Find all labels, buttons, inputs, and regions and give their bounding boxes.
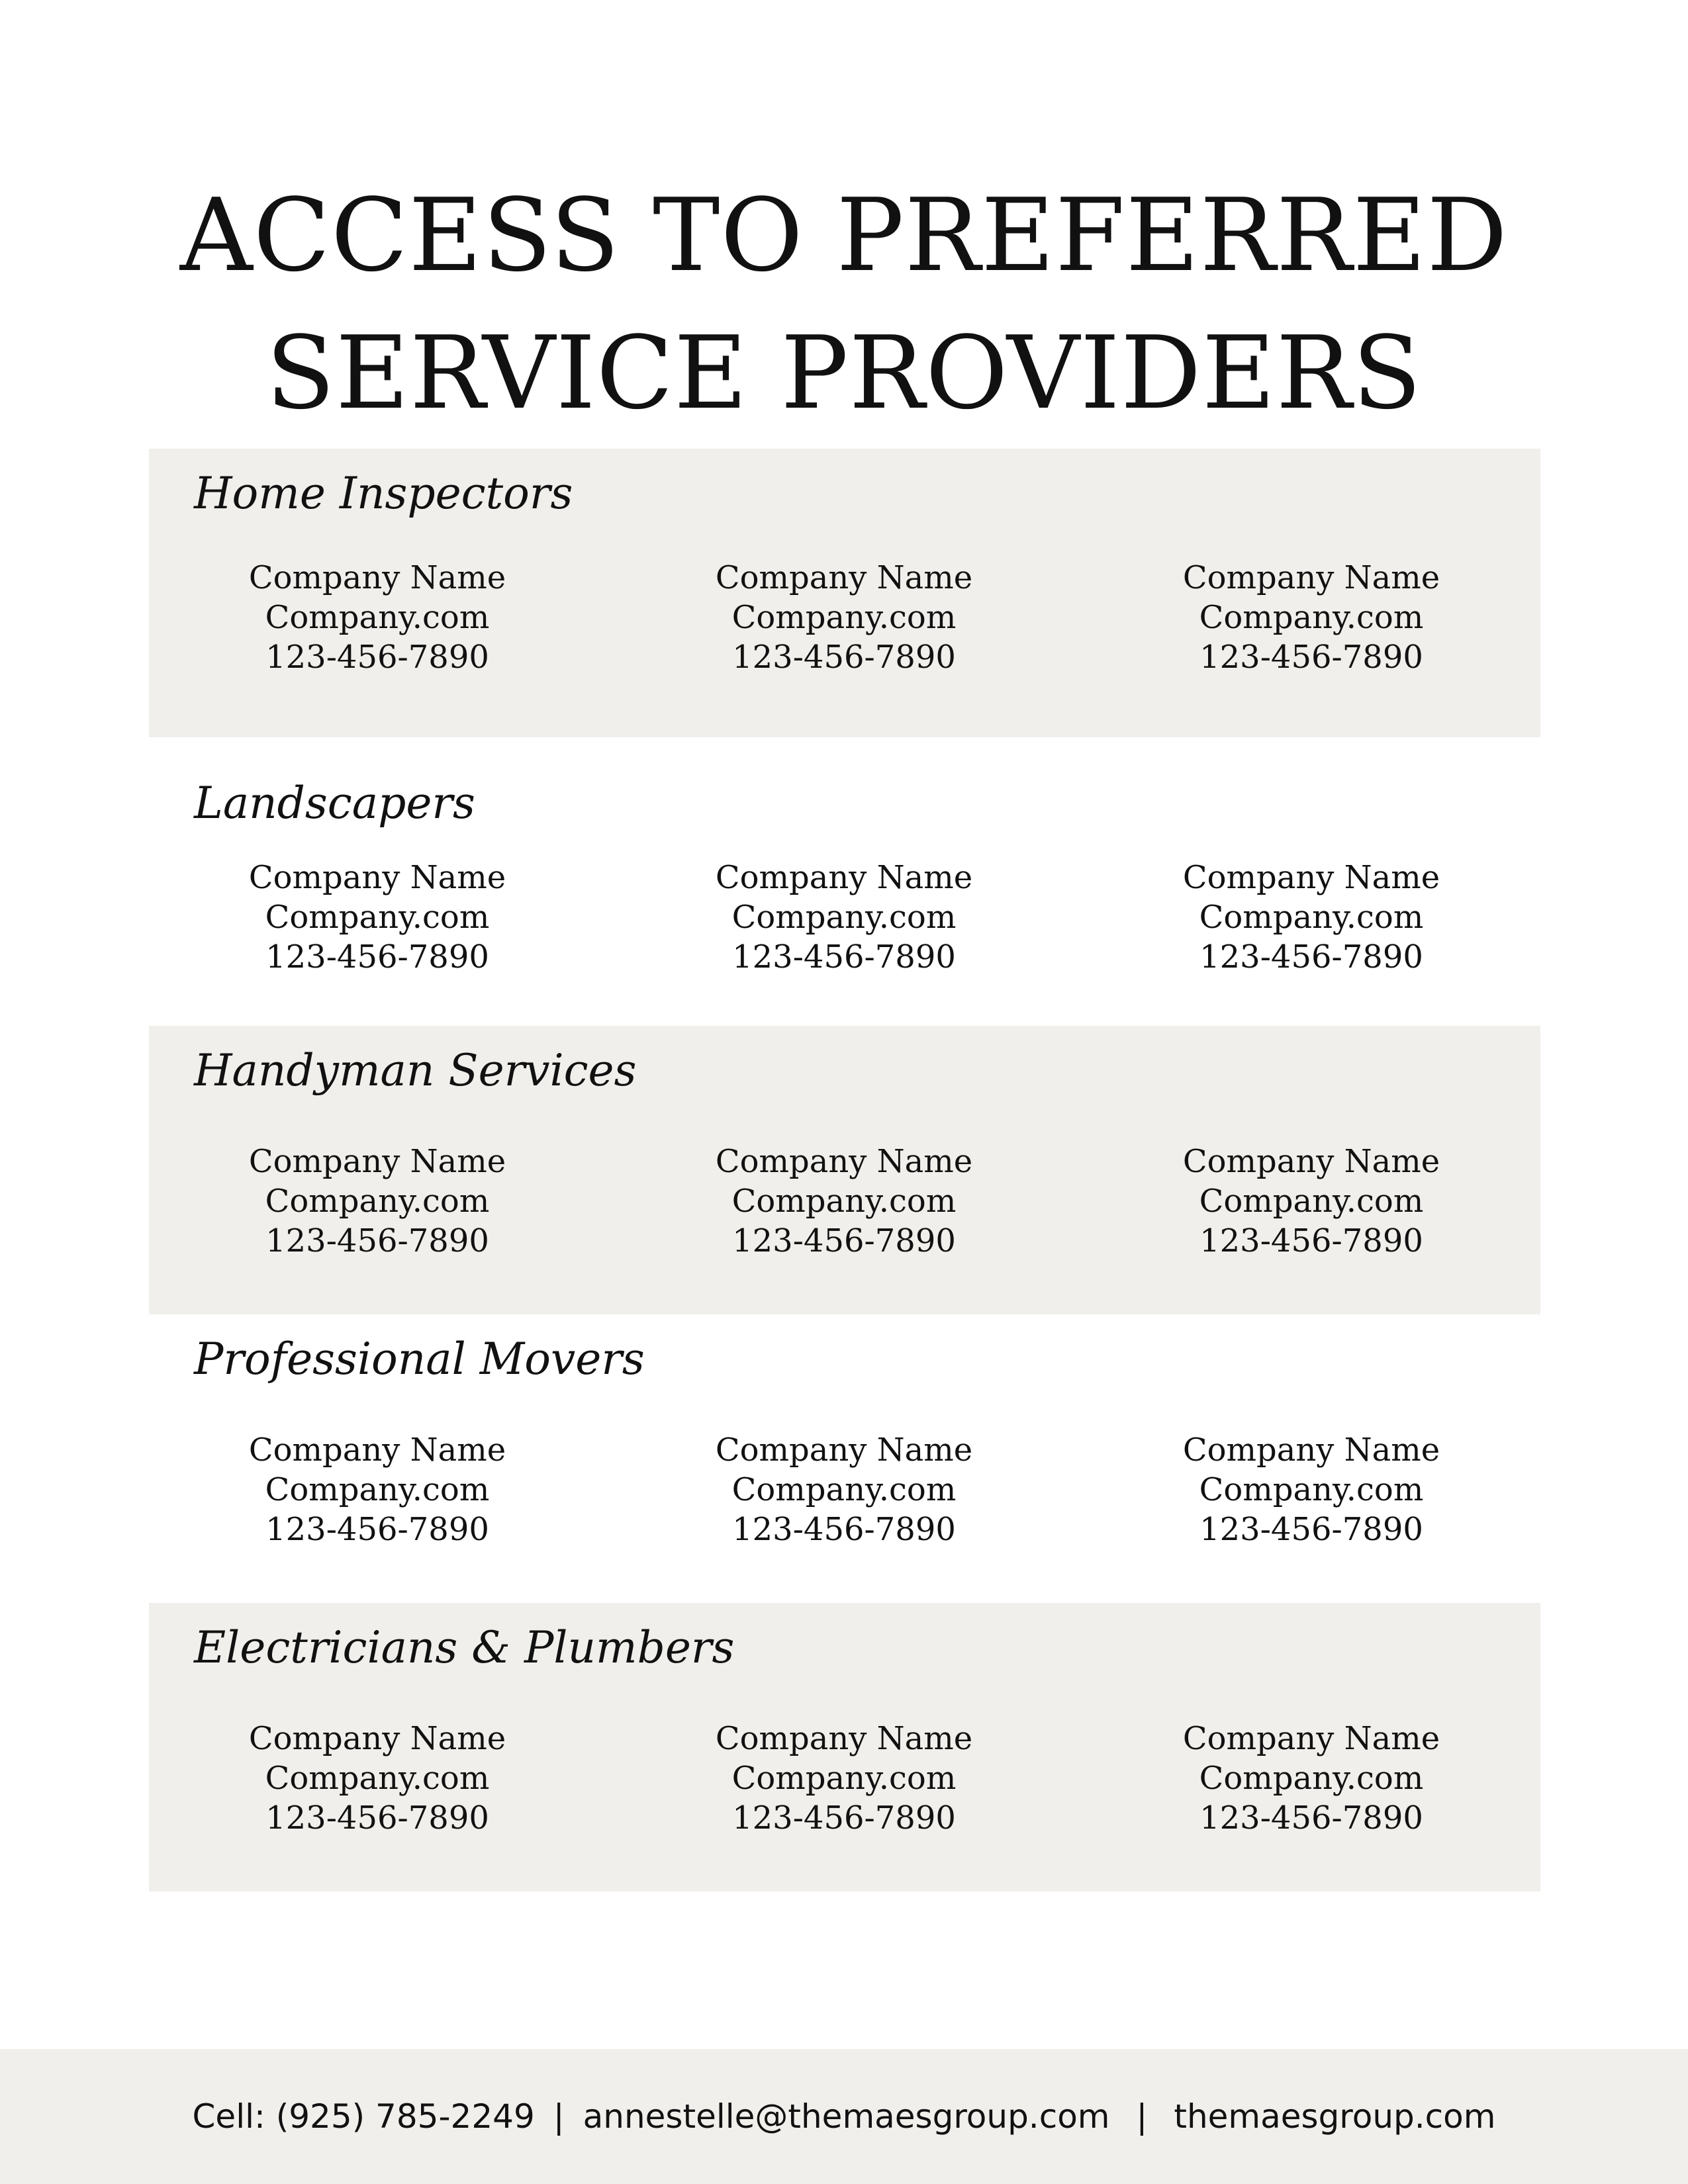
company-name: Company Name bbox=[1182, 1720, 1440, 1757]
company-name: Company Name bbox=[248, 559, 506, 596]
company-name: Company Name bbox=[715, 1432, 973, 1469]
company-name: Company Name bbox=[715, 1143, 973, 1180]
page-title-line-2: SERVICE PROVIDERS bbox=[265, 314, 1423, 432]
section-title: Landscapers bbox=[194, 778, 475, 829]
company-card bbox=[205, 1430, 549, 1549]
company-name: Company Name bbox=[248, 859, 506, 896]
company-name: Company Name bbox=[248, 1143, 506, 1180]
section-handyman-services bbox=[149, 1026, 1540, 1314]
footer-contact bbox=[0, 2095, 1688, 2138]
company-website: Company.com bbox=[1199, 599, 1424, 636]
company-website: Company.com bbox=[265, 1471, 490, 1508]
company-card bbox=[1139, 858, 1483, 977]
company-phone: 123-456-7890 bbox=[265, 938, 489, 976]
company-website: Company.com bbox=[731, 599, 957, 636]
company-website: Company.com bbox=[1199, 1183, 1424, 1220]
company-website: Company.com bbox=[1199, 1760, 1424, 1797]
company-website: Company.com bbox=[731, 1471, 957, 1508]
footer-website-link[interactable]: themaesgroup.com bbox=[1174, 2097, 1496, 2136]
page-title-line-1: ACCESS TO PREFERRED bbox=[179, 176, 1509, 294]
section-title: Electricians & Plumbers bbox=[194, 1622, 735, 1673]
company-website: Company.com bbox=[265, 599, 490, 636]
company-website: Company.com bbox=[731, 899, 957, 936]
company-website: Company.com bbox=[731, 1760, 957, 1797]
company-card bbox=[1139, 1142, 1483, 1261]
company-name: Company Name bbox=[1182, 559, 1440, 596]
company-name: Company Name bbox=[248, 1720, 506, 1757]
section-home-inspectors bbox=[149, 449, 1540, 737]
company-phone: 123-456-7890 bbox=[265, 1799, 489, 1837]
company-phone: 123-456-7890 bbox=[1199, 1222, 1423, 1259]
company-card bbox=[672, 1142, 1016, 1261]
company-phone: 123-456-7890 bbox=[732, 1799, 956, 1837]
company-name: Company Name bbox=[715, 559, 973, 596]
company-name: Company Name bbox=[715, 1720, 973, 1757]
company-card bbox=[672, 1430, 1016, 1549]
footer bbox=[0, 2049, 1688, 2184]
company-website: Company.com bbox=[265, 1183, 490, 1220]
page-title bbox=[0, 167, 1688, 442]
company-card bbox=[205, 1142, 549, 1261]
company-name: Company Name bbox=[1182, 1432, 1440, 1469]
company-phone: 123-456-7890 bbox=[1199, 639, 1423, 676]
section-title: Home Inspectors bbox=[194, 468, 573, 519]
company-card bbox=[1139, 1719, 1483, 1838]
footer-separator: | bbox=[1136, 2097, 1148, 2136]
company-card bbox=[205, 1719, 549, 1838]
section-title: Handyman Services bbox=[194, 1045, 637, 1096]
section-landscapers bbox=[149, 752, 1540, 1040]
company-phone: 123-456-7890 bbox=[732, 639, 956, 676]
company-card bbox=[672, 558, 1016, 677]
company-phone: 123-456-7890 bbox=[265, 1222, 489, 1259]
footer-cell: Cell: (925) 785-2249 bbox=[192, 2097, 535, 2136]
footer-separator: | bbox=[553, 2097, 565, 2136]
company-website: Company.com bbox=[265, 899, 490, 936]
company-name: Company Name bbox=[1182, 859, 1440, 896]
section-professional-movers bbox=[149, 1314, 1540, 1603]
footer-email-link[interactable]: annestelle@themaesgroup.com bbox=[583, 2097, 1110, 2136]
company-card bbox=[672, 858, 1016, 977]
company-phone: 123-456-7890 bbox=[732, 1222, 956, 1259]
company-website: Company.com bbox=[1199, 899, 1424, 936]
section-electricians-plumbers bbox=[149, 1603, 1540, 1891]
company-phone: 123-456-7890 bbox=[732, 938, 956, 976]
section-title: Professional Movers bbox=[194, 1334, 645, 1385]
company-name: Company Name bbox=[248, 1432, 506, 1469]
company-phone: 123-456-7890 bbox=[1199, 1511, 1423, 1548]
company-name: Company Name bbox=[1182, 1143, 1440, 1180]
company-website: Company.com bbox=[731, 1183, 957, 1220]
company-card bbox=[672, 1719, 1016, 1838]
company-name: Company Name bbox=[715, 859, 973, 896]
company-card bbox=[1139, 558, 1483, 677]
company-phone: 123-456-7890 bbox=[1199, 938, 1423, 976]
company-card bbox=[205, 858, 549, 977]
company-card bbox=[1139, 1430, 1483, 1549]
company-phone: 123-456-7890 bbox=[265, 639, 489, 676]
company-website: Company.com bbox=[265, 1760, 490, 1797]
company-phone: 123-456-7890 bbox=[732, 1511, 956, 1548]
company-card bbox=[205, 558, 549, 677]
company-phone: 123-456-7890 bbox=[265, 1511, 489, 1548]
company-website: Company.com bbox=[1199, 1471, 1424, 1508]
company-phone: 123-456-7890 bbox=[1199, 1799, 1423, 1837]
